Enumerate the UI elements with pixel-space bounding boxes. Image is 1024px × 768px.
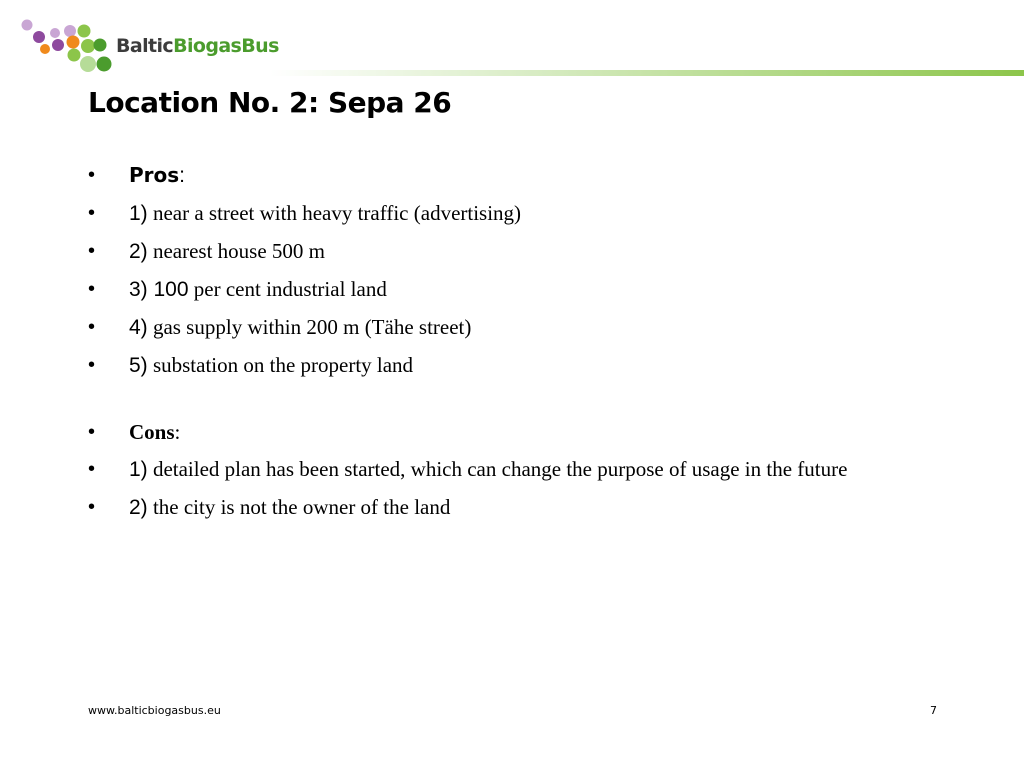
bullet-icon: • <box>88 354 96 376</box>
bullet-icon: • <box>88 316 96 338</box>
cons-item-1 <box>88 454 908 485</box>
cons-item-2 <box>88 492 908 523</box>
pros-item-3 <box>88 274 908 305</box>
bullet-icon: • <box>88 278 96 300</box>
pros-item-text: nearest house 500 m <box>147 239 325 263</box>
slide-title: Location No. 2: Sepa 26 <box>88 86 452 119</box>
pros-item-text: near a street with heavy traffic (advertising) <box>147 201 522 225</box>
cons-heading-item: • Cons: <box>88 417 908 447</box>
bullet-icon: • <box>88 421 96 443</box>
pros-item-number: 1) <box>129 202 148 225</box>
cons-item-number: 1) <box>129 458 148 481</box>
pros-item-5 <box>88 350 908 381</box>
page-number: 7 <box>930 704 937 717</box>
logo-brand-text <box>116 35 279 57</box>
cons-item-number: 2) <box>129 496 148 519</box>
bullet-icon: • <box>88 496 96 518</box>
cons-item-text: the city is not the owner of the land <box>147 495 451 519</box>
pros-item-2 <box>88 236 908 267</box>
bullet-icon: • <box>88 164 96 186</box>
bullet-icon: • <box>88 458 96 480</box>
pros-item-4 <box>88 312 908 343</box>
bullet-list <box>88 160 908 530</box>
pros-item-number: 4) <box>129 316 148 339</box>
baltic-biogas-bus-logo <box>18 18 288 76</box>
bullet-icon: • <box>88 240 96 262</box>
pros-item-number: 2) <box>129 240 148 263</box>
pros-heading-item: • Pros: <box>88 160 908 191</box>
cons-item-text: detailed plan has been started, which can change the purpose of usage in the future <box>147 457 848 481</box>
pros-item-number: 3) 100 <box>129 278 189 301</box>
pros-item-1 <box>88 198 908 229</box>
header-gradient-line <box>270 70 1024 76</box>
pros-heading: Pros <box>129 163 180 187</box>
pros-item-number: 5) <box>129 354 148 377</box>
footer-url: www.balticbiogasbus.eu <box>88 704 221 717</box>
bullet-icon: • <box>88 202 96 224</box>
logo-bubbles-icon <box>18 18 118 76</box>
cons-heading: Cons <box>129 420 175 444</box>
pros-item-text: gas supply within 200 m (Tähe street) <box>147 315 472 339</box>
brand-text-biogasbus: BiogasBus <box>173 35 279 57</box>
brand-text-baltic: Baltic <box>116 35 174 57</box>
pros-item-text: per cent industrial land <box>188 277 387 301</box>
pros-item-text: substation on the property land <box>147 353 414 377</box>
